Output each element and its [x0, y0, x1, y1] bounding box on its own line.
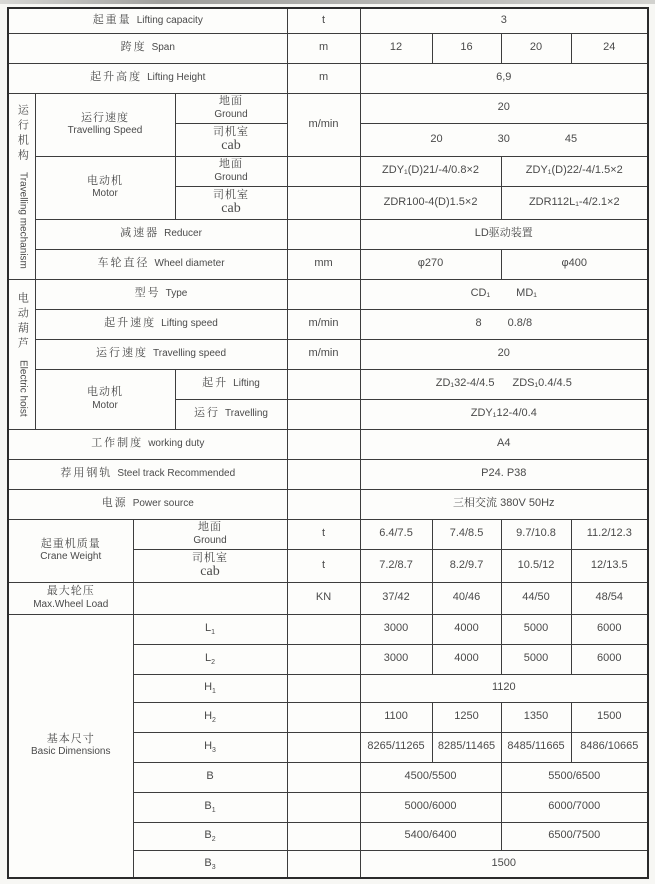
travel-speed-cab-values — [360, 123, 648, 156]
travel-speed-label: 运行速度 Travelling Speed — [35, 93, 175, 156]
dim-h3-1: 8265/11265 — [360, 732, 432, 762]
lifting-height-value: 6,9 — [360, 63, 648, 93]
dim-h3-3: 8485/11665 — [501, 732, 571, 762]
max-wheel-load-label: 最大轮压 Max.Wheel Load — [8, 582, 133, 614]
lifting-height-unit: m — [287, 63, 360, 93]
row-steel-track — [8, 459, 648, 489]
travel-motor-cab-value-1: ZDR100-4(D)1.5×2 — [360, 186, 501, 219]
row-travel-speed-ground — [8, 93, 648, 123]
lifting-capacity-value: 3 — [360, 8, 648, 33]
crane-weight-ground-label: 地面 Ground — [133, 519, 287, 549]
dim-h1-label: $H_1$ — [133, 674, 287, 702]
hoist-type-values — [360, 279, 648, 309]
dim-b-2: 5500/6500 — [501, 762, 648, 792]
crane-weight-ground-2: 7.4/8.5 — [432, 519, 501, 549]
hoist-lifting-speed-values — [360, 309, 648, 339]
crane-weight-cab-unit: t — [287, 549, 360, 582]
dim-b-1: 4500/5500 — [360, 762, 501, 792]
dim-h3-unit-empty — [287, 732, 360, 762]
travel-motor-unit-empty — [287, 156, 360, 186]
dim-l2-3: 5000 — [501, 644, 571, 674]
hoist-type-unit-empty — [287, 279, 360, 309]
dim-h2-label: $H_2$ — [133, 702, 287, 732]
span-value-1: 12 — [360, 33, 432, 63]
crane-weight-ground-1: 6.4/7.5 — [360, 519, 432, 549]
hoist-motor-unit-empty2 — [287, 399, 360, 429]
dim-l1-4: 6000 — [571, 614, 648, 644]
working-duty-unit-empty — [287, 429, 360, 459]
dim-b-label: B — [133, 762, 287, 792]
crane-weight-ground-unit: t — [287, 519, 360, 549]
travel-motor-ground-value-1: ZDY₁(D)21/-4/0.8×2 — [360, 156, 501, 186]
hoist-motor-lifting-2: ZDS₁0.4/4.5 — [512, 377, 572, 390]
hoist-type-1: CD₁ — [470, 287, 491, 300]
spec-table — [7, 7, 649, 879]
dim-h2-2: 1250 — [432, 702, 501, 732]
crane-weight-ground-3: 9.7/10.8 — [501, 519, 571, 549]
dim-b-unit-empty — [287, 762, 360, 792]
dim-h2-1: 1100 — [360, 702, 432, 732]
hoist-motor-unit-empty — [287, 369, 360, 399]
dim-l1-unit-empty — [287, 614, 360, 644]
row-crane-weight-ground — [8, 519, 648, 549]
crane-weight-label: 起重机质量 Crane Weight — [8, 519, 133, 582]
max-wheel-load-2: 40/46 — [432, 582, 501, 614]
hoist-type-label: 型号 Type — [35, 279, 287, 309]
working-duty-label: 工作制度 working duty — [8, 429, 287, 459]
steel-track-value: P24. P38 — [360, 459, 648, 489]
dim-b3-value: 1500 — [360, 850, 648, 878]
scanner-edge-artifact — [0, 0, 655, 4]
crane-weight-cab-2: 8.2/9.7 — [432, 549, 501, 582]
row-hoist-travelling-speed — [8, 339, 648, 369]
cab-speed-3: 45 — [564, 132, 578, 145]
lifting-capacity-unit: t — [287, 8, 360, 33]
dim-l1-label: $L_1$ — [133, 614, 287, 644]
reducer-value: LD驱动装置 — [360, 219, 648, 249]
travel-motor-cab-label: 司机室 cab — [175, 186, 287, 219]
travel-motor-label: 电动机 Motor — [35, 156, 175, 219]
hoist-lifting-speed-1: 8 — [475, 317, 482, 330]
power-source-label: 电源 Power source — [8, 489, 287, 519]
lifting-height-label: 起升高度 Lifting Height — [8, 63, 287, 93]
hoist-motor-lifting-label: 起升 Lifting — [175, 369, 287, 399]
span-value-2: 16 — [432, 33, 501, 63]
dim-l2-label: $L_2$ — [133, 644, 287, 674]
travel-motor-ground-value-2: ZDY₁(D)22/-4/1.5×2 — [501, 156, 648, 186]
electric-hoist-section-label: 电动葫芦Electric hoist — [8, 279, 35, 429]
lifting-capacity-label: 起重量 Lifting capacity — [8, 8, 287, 33]
wheel-diameter-value-1: φ270 — [360, 249, 501, 279]
row-reducer — [8, 219, 648, 249]
max-wheel-load-sub-empty — [133, 582, 287, 614]
row-hoist-lifting-speed — [8, 309, 648, 339]
travel-motor-cab-value-2: ZDR112L₁-4/2.1×2 — [501, 186, 648, 219]
hoist-lifting-speed-label: 起升速度 Lifting speed — [35, 309, 287, 339]
travel-speed-cab-label: 司机室 cab — [175, 123, 287, 156]
cab-speed-2: 30 — [497, 132, 510, 145]
dim-l2-4: 6000 — [571, 644, 648, 674]
hoist-lifting-speed-unit: m/min — [287, 309, 360, 339]
wheel-diameter-unit: mm — [287, 249, 360, 279]
row-power-source — [8, 489, 648, 519]
dim-b3-unit-empty — [287, 850, 360, 878]
dim-h1-unit-empty — [287, 674, 360, 702]
dim-l1-1: 3000 — [360, 614, 432, 644]
crane-weight-cab-4: 12/13.5 — [571, 549, 648, 582]
span-value-3: 20 — [501, 33, 571, 63]
power-source-unit-empty — [287, 489, 360, 519]
dim-b1-label: $B_1$ — [133, 792, 287, 822]
crane-weight-cab-1: 7.2/8.7 — [360, 549, 432, 582]
travel-speed-ground-value: 20 — [360, 93, 648, 123]
max-wheel-load-3: 44/50 — [501, 582, 571, 614]
span-label: 跨度 Span — [8, 33, 287, 63]
travel-speed-unit: m/min — [287, 93, 360, 156]
dim-l2-1: 3000 — [360, 644, 432, 674]
dim-b1-unit-empty — [287, 792, 360, 822]
row-max-wheel-load — [8, 582, 648, 614]
row-hoist-type — [8, 279, 648, 309]
dim-l1-3: 5000 — [501, 614, 571, 644]
reducer-unit-empty — [287, 219, 360, 249]
hoist-motor-travelling-value: ZDY₁12-4/0.4 — [360, 399, 648, 429]
dim-l2-2: 4000 — [432, 644, 501, 674]
row-hoist-motor-lifting — [8, 369, 648, 399]
travel-motor-ground-label: 地面 Ground — [175, 156, 287, 186]
row-working-duty — [8, 429, 648, 459]
steel-track-label: 荐用钢轨 Steel track Recommended — [8, 459, 287, 489]
hoist-motor-lifting-1: ZD₁32-4/4.5 — [435, 377, 495, 390]
row-travel-motor-ground — [8, 156, 648, 186]
dim-l2-unit-empty — [287, 644, 360, 674]
crane-weight-cab-label: 司机室 cab — [133, 549, 287, 582]
hoist-travelling-speed-value: 20 — [360, 339, 648, 369]
power-source-value: 三相交流 380V 50Hz — [360, 489, 648, 519]
hoist-lifting-speed-2: 0.8/8 — [507, 317, 533, 330]
dim-h3-4: 8486/10665 — [571, 732, 648, 762]
dim-b1-2: 6000/7000 — [501, 792, 648, 822]
travel-motor-unit-empty2 — [287, 186, 360, 219]
span-unit: m — [287, 33, 360, 63]
wheel-diameter-label: 车轮直径 Wheel diameter — [35, 249, 287, 279]
hoist-motor-label: 电动机 Motor — [35, 369, 175, 429]
max-wheel-load-unit: KN — [287, 582, 360, 614]
dim-l1-2: 4000 — [432, 614, 501, 644]
dim-h1-value: 1120 — [360, 674, 648, 702]
hoist-travelling-speed-unit: m/min — [287, 339, 360, 369]
hoist-travelling-speed-label: 运行速度 Travelling speed — [35, 339, 287, 369]
max-wheel-load-1: 37/42 — [360, 582, 432, 614]
dim-b2-unit-empty — [287, 822, 360, 850]
dim-h3-2: 8285/11465 — [432, 732, 501, 762]
dim-h3-label: $H_3$ — [133, 732, 287, 762]
steel-track-unit-empty — [287, 459, 360, 489]
reducer-label: 减速器 Reducer — [35, 219, 287, 249]
max-wheel-load-4: 48/54 — [571, 582, 648, 614]
cab-speed-1: 20 — [430, 132, 443, 145]
dim-h2-unit-empty — [287, 702, 360, 732]
dim-b2-1: 5400/6400 — [360, 822, 501, 850]
dim-b3-label: $B_3$ — [133, 850, 287, 878]
dim-b2-2: 6500/7500 — [501, 822, 648, 850]
crane-weight-cab-3: 10.5/12 — [501, 549, 571, 582]
row-lifting-height — [8, 63, 648, 93]
working-duty-value: A4 — [360, 429, 648, 459]
hoist-motor-lifting-values — [360, 369, 648, 399]
dim-h2-4: 1500 — [571, 702, 648, 732]
wheel-diameter-value-2: φ400 — [501, 249, 648, 279]
hoist-type-2: MD₁ — [516, 287, 537, 300]
row-span — [8, 33, 648, 63]
crane-weight-ground-4: 11.2/12.3 — [571, 519, 648, 549]
hoist-motor-travelling-label: 运行 Travelling — [175, 399, 287, 429]
dim-h2-3: 1350 — [501, 702, 571, 732]
row-lifting-capacity — [8, 8, 648, 33]
dim-b1-1: 5000/6000 — [360, 792, 501, 822]
basic-dimensions-label: 基本尺寸 Basic Dimensions — [8, 614, 133, 878]
travelling-mechanism-section-label: 运行机构Travelling mechanism — [8, 93, 35, 279]
travel-speed-ground-label: 地面 Ground — [175, 93, 287, 123]
row-wheel-diameter — [8, 249, 648, 279]
row-dim-l1 — [8, 614, 648, 644]
dim-b2-label: $B_2$ — [133, 822, 287, 850]
span-value-4: 24 — [571, 33, 648, 63]
